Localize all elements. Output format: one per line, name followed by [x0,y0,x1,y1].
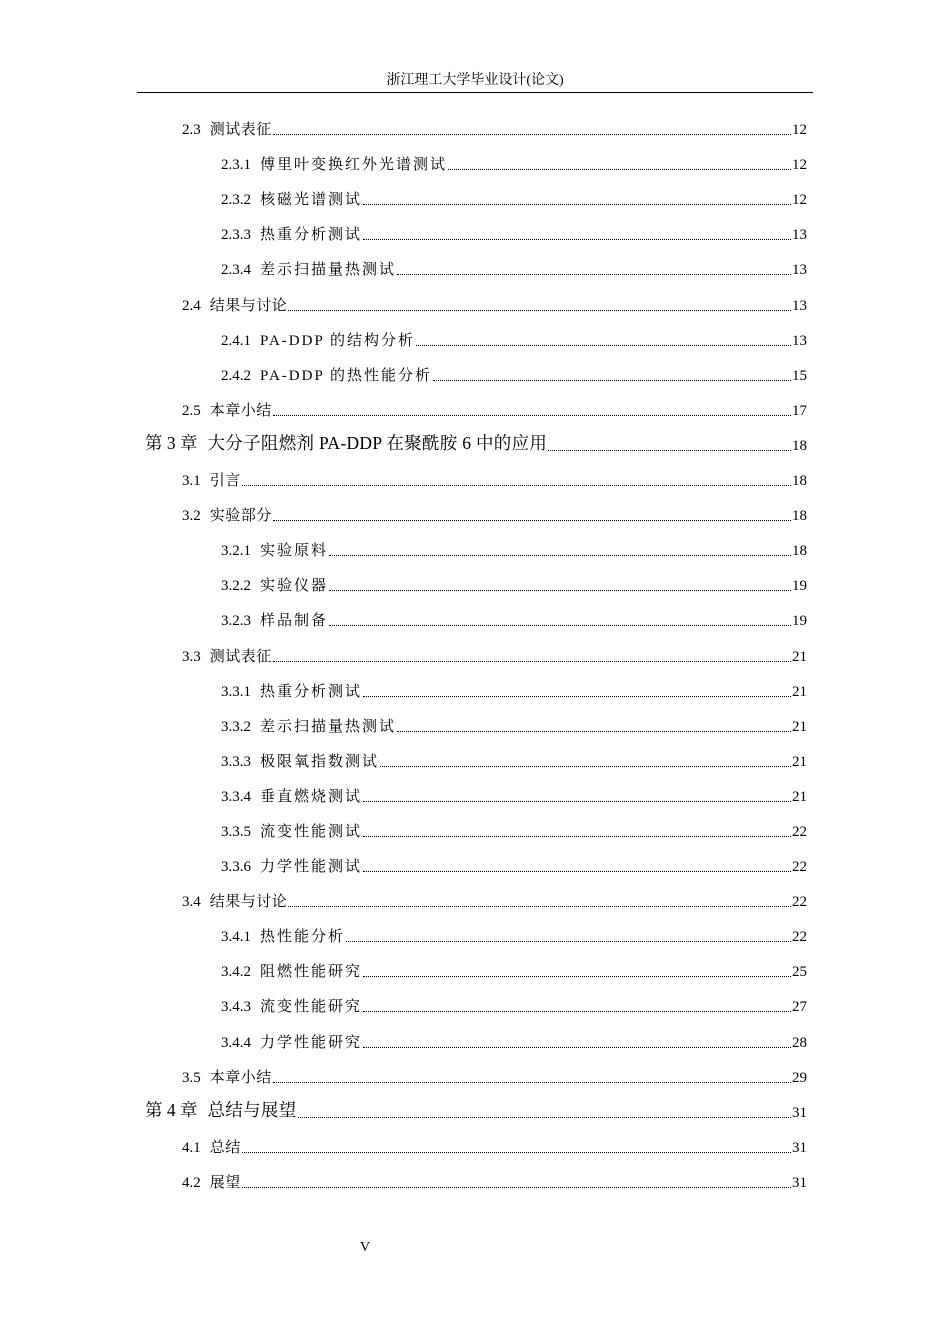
toc-entry-number: 2.4.2 [221,367,251,384]
page-number: V [359,1240,371,1255]
toc-dot-leader [298,1117,792,1118]
toc-entry[interactable] [221,531,807,566]
toc-entry-page: 21 [792,648,807,665]
toc-entry-page: 13 [792,227,807,244]
toc-entry-page: 18 [792,543,807,560]
toc-entry[interactable] [145,426,807,461]
toc-entry-page: 18 [792,508,807,525]
toc-entry-number: 3.2 [182,508,201,525]
toc-entry-title: 大分子阻燃剂 PA-DDP 在聚酰胺 6 中的应用 [207,432,548,453]
toc-entry[interactable] [182,882,807,917]
toc-entry-number: 4.2 [182,1174,201,1191]
toc-entry-page: 13 [792,332,807,349]
toc-dot-leader [273,415,791,416]
toc-entry-title: 流变性能测试 [260,823,363,840]
toc-dot-leader [548,450,791,451]
toc-entry-title: 总结与展望 [207,1099,297,1120]
toc-dot-leader [329,625,791,626]
toc-entry[interactable] [182,391,807,426]
toc-entry[interactable] [145,1093,807,1128]
toc-entry[interactable] [221,215,807,250]
toc-entry-title: 测试表征 [209,648,272,665]
toc-entry-number: 第 3 章 [145,432,198,453]
toc-entry-page: 13 [792,262,807,279]
toc-entry-page: 22 [792,823,807,840]
toc-entry-number: 2.4 [182,297,201,314]
toc-entry-title: 差示扫描量热测试 [260,718,397,735]
toc-entry[interactable] [221,777,807,812]
toc-entry-title: 本章小结 [209,402,272,419]
toc-entry-title: 热性能分析 [260,929,346,946]
toc-entry-title: 结果与讨论 [209,297,288,314]
toc-entry-page: 29 [792,1069,807,1086]
toc-entry[interactable] [221,812,807,847]
toc-entry-title: 热重分析测试 [260,683,363,700]
toc-entry-number: 3.3.6 [221,859,251,876]
toc-dot-leader [363,801,791,802]
toc-entry-number: 3.3 [182,648,201,665]
toc-entry-number: 3.4.3 [221,999,251,1016]
toc-entry-page: 13 [792,297,807,314]
toc-entry-number: 2.4.1 [221,332,251,349]
toc-entry-title: 流变性能研究 [260,999,363,1016]
toc-entry-title: 引言 [209,473,241,490]
toc-entry-page: 21 [792,718,807,735]
toc-entry-page: 31 [792,1104,807,1121]
toc-entry-number: 3.2.2 [221,578,251,595]
toc-entry-title: 实验仪器 [260,578,329,595]
toc-entry[interactable] [182,1128,807,1163]
toc-entry-page: 27 [792,999,807,1016]
toc-entry[interactable] [182,1163,807,1198]
toc-entry[interactable] [221,601,807,636]
toc-entry-number: 3.4.1 [221,929,251,946]
toc-entry-page: 22 [792,859,807,876]
toc-entry[interactable] [221,321,807,356]
toc-entry-title: 垂直燃烧测试 [260,788,363,805]
toc-entry-number: 3.5 [182,1069,201,1086]
toc-entry-number: 3.3.2 [221,718,251,735]
toc-entry-title: 核磁光谱测试 [260,192,363,209]
toc-entry-number: 3.2.1 [221,543,251,560]
toc-entry-title: 力学性能研究 [260,1034,363,1051]
toc-entry-number: 3.3.1 [221,683,251,700]
toc-dot-leader [363,836,791,837]
toc-entry-title: PA-DDP 的热性能分析 [260,367,432,384]
toc-entry-title: 展望 [209,1174,241,1191]
toc-entry-page: 19 [792,613,807,630]
toc-entry-page: 25 [792,964,807,981]
table-of-contents [0,110,950,1198]
toc-dot-leader [288,906,791,907]
toc-entry-title: 结果与讨论 [209,894,288,911]
toc-entry[interactable] [221,356,807,391]
toc-entry-page: 21 [792,788,807,805]
toc-entry[interactable] [182,1058,807,1093]
toc-entry-number: 3.2.3 [221,613,251,630]
toc-dot-leader [448,169,791,170]
toc-entry-title: 总结 [209,1139,241,1156]
toc-entry-number: 2.3 [182,122,201,139]
toc-entry-page: 21 [792,753,807,770]
toc-entry[interactable] [221,1022,807,1057]
toc-entry[interactable] [221,917,807,952]
toc-dot-leader [397,274,791,275]
toc-entry[interactable] [221,952,807,987]
toc-entry[interactable] [221,672,807,707]
toc-entry-page: 31 [792,1139,807,1156]
toc-dot-leader [329,555,791,556]
header-rule [137,92,813,93]
toc-entry[interactable] [221,566,807,601]
toc-entry-page: 15 [792,367,807,384]
toc-entry-number: 2.5 [182,402,201,419]
toc-dot-leader [273,661,791,662]
toc-entry-number: 3.3.4 [221,788,251,805]
toc-entry[interactable] [221,180,807,215]
toc-entry-number: 3.4.4 [221,1034,251,1051]
toc-entry-number: 4.1 [182,1139,201,1156]
toc-dot-leader [288,310,791,311]
toc-dot-leader [242,1187,791,1188]
toc-entry-page: 22 [792,929,807,946]
toc-entry[interactable] [221,742,807,777]
toc-entry-title: 阻燃性能研究 [260,964,363,981]
toc-entry-page: 31 [792,1174,807,1191]
toc-dot-leader [363,239,791,240]
toc-entry-title: 力学性能测试 [260,859,363,876]
toc-entry-page: 12 [792,192,807,209]
toc-dot-leader [416,345,791,346]
toc-entry-page: 22 [792,894,807,911]
toc-dot-leader [363,976,791,977]
toc-entry-number: 3.1 [182,473,201,490]
toc-entry-number: 3.4 [182,894,201,911]
toc-dot-leader [346,941,791,942]
toc-entry[interactable] [182,461,807,496]
toc-entry[interactable] [221,250,807,285]
toc-dot-leader [273,1082,791,1083]
toc-dot-leader [397,731,791,732]
toc-entry-page: 19 [792,578,807,595]
page-header-title: 浙江理工大学毕业设计(论文) [386,73,564,88]
toc-entry-page: 18 [792,437,807,454]
toc-dot-leader [273,520,791,521]
toc-entry[interactable] [182,636,807,671]
toc-dot-leader [363,1011,791,1012]
toc-entry[interactable] [221,145,807,180]
toc-dot-leader [363,696,791,697]
toc-dot-leader [329,590,791,591]
toc-dot-leader [380,766,791,767]
toc-entry-number: 2.3.1 [221,157,251,174]
toc-entry-title: PA-DDP 的结构分析 [260,332,415,349]
toc-entry-page: 28 [792,1034,807,1051]
toc-entry-number: 第 4 章 [145,1099,198,1120]
toc-entry-number: 3.3.5 [221,823,251,840]
toc-entry-title: 差示扫描量热测试 [260,262,397,279]
toc-entry-number: 2.3.2 [221,192,251,209]
toc-entry-title: 本章小结 [209,1069,272,1086]
toc-entry-number: 2.3.4 [221,262,251,279]
toc-entry-title: 实验原料 [260,543,329,560]
toc-entry[interactable] [221,707,807,742]
toc-entry-number: 3.3.3 [221,753,251,770]
toc-entry-title: 热重分析测试 [260,227,363,244]
toc-entry-number: 3.4.2 [221,964,251,981]
toc-dot-leader [242,485,791,486]
toc-entry[interactable] [221,987,807,1022]
toc-entry-page: 21 [792,683,807,700]
toc-entry-number: 2.3.3 [221,227,251,244]
toc-entry[interactable] [182,285,807,320]
toc-entry-title: 测试表征 [209,122,272,139]
toc-entry-title: 样品制备 [260,613,329,630]
toc-dot-leader [363,871,791,872]
toc-entry[interactable] [182,110,807,145]
toc-dot-leader [363,1047,791,1048]
toc-entry-page: 12 [792,157,807,174]
toc-entry-page: 18 [792,473,807,490]
toc-entry[interactable] [182,496,807,531]
toc-dot-leader [433,380,791,381]
toc-entry[interactable] [221,847,807,882]
toc-entry-title: 傅里叶变换红外光谱测试 [260,157,448,174]
toc-dot-leader [242,1152,791,1153]
toc-entry-page: 12 [792,122,807,139]
toc-entry-title: 实验部分 [209,508,272,525]
toc-entry-title: 极限氧指数测试 [260,753,380,770]
toc-entry-page: 17 [792,402,807,419]
toc-dot-leader [363,204,791,205]
toc-dot-leader [273,134,791,135]
